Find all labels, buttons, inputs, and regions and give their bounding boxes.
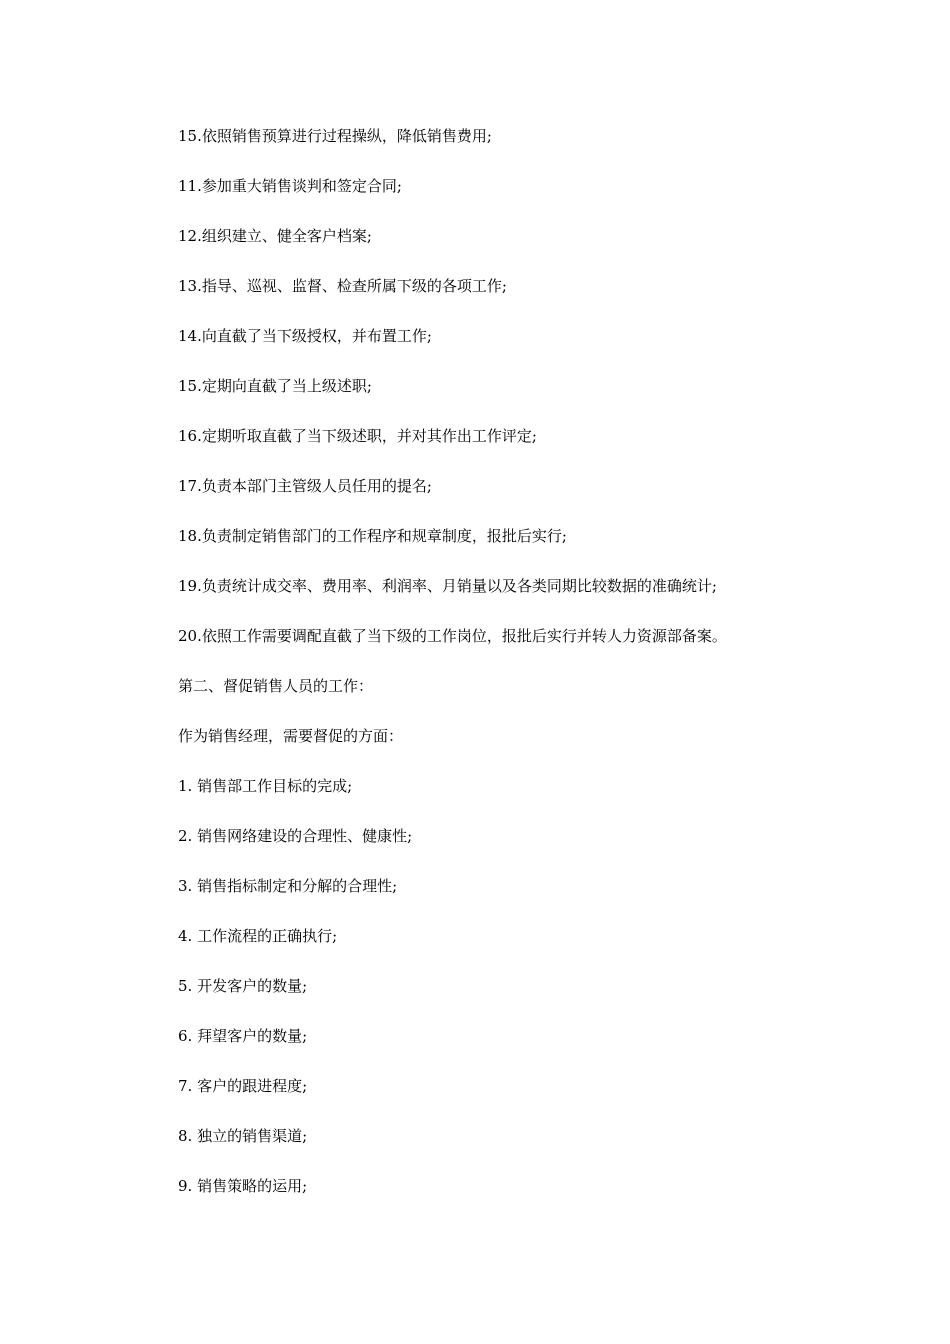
list-item-6: 6. 拜望客户的数量;: [178, 1027, 308, 1045]
list-item-2: 2. 销售网络建设的合理性、健康性;: [178, 827, 413, 845]
paragraph-item-20: 20.依照工作需要调配直截了当下级的工作岗位，报批后实行并转人力资源部备案。: [178, 627, 727, 645]
list-item-7: 7. 客户的跟进程度;: [178, 1077, 308, 1095]
list-item-3: 3. 销售指标制定和分解的合理性;: [178, 877, 398, 895]
paragraph-item-18: 18.负责制定销售部门的工作程序和规章制度，报批后实行;: [178, 527, 567, 545]
paragraph-item-15a: 15.依照销售预算进行过程操纵，降低销售费用;: [178, 127, 492, 145]
list-item-9: 9. 销售策略的运用;: [178, 1177, 308, 1195]
section-intro: 作为销售经理，需要督促的方面：: [178, 727, 404, 745]
list-item-1: 1. 销售部工作目标的完成;: [178, 777, 353, 795]
list-item-5: 5. 开发客户的数量;: [178, 977, 308, 995]
paragraph-item-13: 13.指导、巡视、监督、检查所属下级的各项工作;: [178, 277, 507, 295]
list-item-8: 8. 独立的销售渠道;: [178, 1127, 308, 1145]
paragraph-item-12: 12.组织建立、健全客户档案;: [178, 227, 372, 245]
list-item-4: 4. 工作流程的正确执行;: [178, 927, 338, 945]
paragraph-item-17: 17.负责本部门主管级人员任用的提名;: [178, 477, 432, 495]
paragraph-item-14: 14.向直截了当下级授权，并布置工作;: [178, 327, 432, 345]
paragraph-item-19: 19.负责统计成交率、费用率、利润率、月销量以及各类同期比较数据的准确统计;: [178, 577, 717, 595]
section-heading: 第二、督促销售人员的工作：: [178, 677, 374, 695]
paragraph-item-16: 16.定期听取直截了当下级述职，并对其作出工作评定;: [178, 427, 537, 445]
paragraph-item-15b: 15.定期向直截了当上级述职;: [178, 377, 372, 395]
paragraph-item-11: 11.参加重大销售谈判和签定合同;: [178, 177, 402, 195]
document-body: [178, 124, 918, 1224]
